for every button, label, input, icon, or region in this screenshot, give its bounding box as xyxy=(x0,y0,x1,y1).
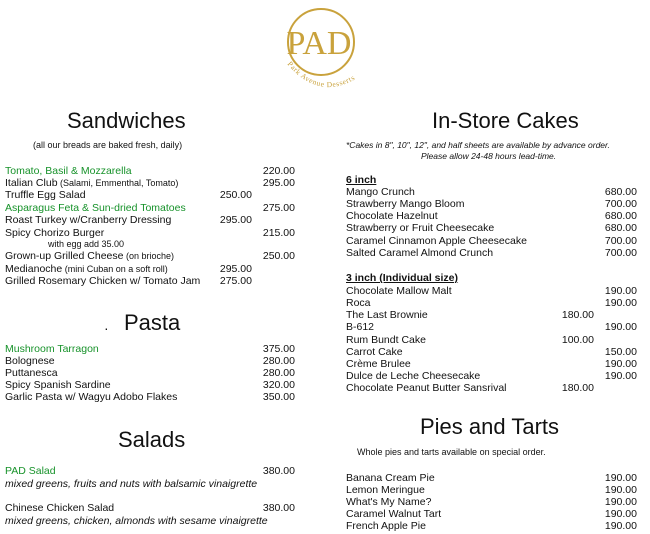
sandwich-name xyxy=(5,263,168,275)
cake-6in-price: 680.00 xyxy=(604,186,637,198)
cake-6in-price: 700.00 xyxy=(604,235,637,247)
sandwich-name-text: Truffle Egg Salad xyxy=(5,189,86,201)
pasta-name: Spicy Spanish Sardine xyxy=(5,379,111,391)
cake-3in-name: Roca xyxy=(346,297,371,309)
sandwich-price: 250.00 xyxy=(262,250,295,262)
pie-name: Banana Cream Pie xyxy=(346,472,435,484)
cake-3in-price: 190.00 xyxy=(604,358,637,370)
sandwich-price: 250.00 xyxy=(219,189,252,201)
sandwich-name-text: Medianoche xyxy=(5,263,63,275)
pasta-price: 280.00 xyxy=(262,355,295,367)
cake-6in-price: 700.00 xyxy=(604,247,637,259)
salad-description: mixed greens, fruits and nuts with balsamic vinaigrette xyxy=(5,478,258,490)
pie-name: Lemon Meringue xyxy=(346,484,425,496)
cake-3in-price: 190.00 xyxy=(604,370,637,382)
sandwich-name xyxy=(5,189,86,201)
sandwich-name xyxy=(5,250,174,262)
cake-3in-price: 100.00 xyxy=(561,334,594,346)
cake-3in-price: 180.00 xyxy=(561,309,594,321)
sandwich-price: 295.00 xyxy=(262,177,295,189)
salads-title: Salads xyxy=(118,427,186,452)
cake-6in-price: 680.00 xyxy=(604,210,637,222)
cake-3in-name: Chocolate Mallow Malt xyxy=(346,285,452,297)
sandwich-price: 295.00 xyxy=(219,214,252,226)
cakes-note-2: Please allow 24-48 hours lead-time. xyxy=(421,151,557,161)
pad-logo xyxy=(283,2,383,102)
cake-6in-name: Caramel Cinnamon Apple Cheesecake xyxy=(346,235,527,247)
salad-price: 380.00 xyxy=(262,502,295,514)
cake-6in-name: Chocolate Hazelnut xyxy=(346,210,438,222)
pasta-name: Garlic Pasta w/ Wagyu Adobo Flakes xyxy=(5,391,178,403)
sandwich-price: 295.00 xyxy=(219,263,252,275)
pie-name: What's My Name? xyxy=(346,496,432,508)
cakes-note-1: *Cakes in 8", 10", 12", and half sheets are available by advance order. xyxy=(346,140,610,150)
sandwich-name xyxy=(5,214,171,226)
pie-name: Caramel Walnut Tart xyxy=(346,508,442,520)
cake-3in-price: 190.00 xyxy=(604,321,637,333)
cake-6in-price: 680.00 xyxy=(604,222,637,234)
cake-6in-name: Strawberry or Fruit Cheesecake xyxy=(346,222,495,234)
sandwich-name-text: Grilled Rosemary Chicken w/ Tomato Jam xyxy=(5,275,201,287)
sandwich-name xyxy=(5,202,186,214)
sandwich-name-text: Grown-up Grilled Cheese xyxy=(5,250,124,262)
pasta-name: Bolognese xyxy=(5,355,55,367)
sandwich-sub-note: with egg add 35.00 xyxy=(48,239,125,249)
cake-6in-name: Mango Crunch xyxy=(346,186,415,198)
pie-name: French Apple Pie xyxy=(346,520,426,532)
salad-name: Chinese Chicken Salad xyxy=(5,502,115,514)
cake-3in-name: Dulce de Leche Cheesecake xyxy=(346,370,481,382)
sandwich-name xyxy=(5,227,104,239)
cake-3in-price: 190.00 xyxy=(604,297,637,309)
logo-text: Park Avenue Desserts xyxy=(285,59,357,90)
pasta-price: 320.00 xyxy=(262,379,295,391)
sandwich-detail: (mini Cuban on a soft roll) xyxy=(62,264,168,274)
pie-price: 190.00 xyxy=(604,472,637,484)
cake-6in-name: Strawberry Mango Bloom xyxy=(346,198,465,210)
salad-description: mixed greens, chicken, almonds with sesame vinaigrette xyxy=(5,515,268,527)
sandwich-name-text: Spicy Chorizo Burger xyxy=(5,227,105,239)
sandwiches-note: (all our breads are baked fresh, daily) xyxy=(33,140,183,150)
pasta-price: 280.00 xyxy=(262,367,295,379)
sandwich-name-text: Roast Turkey w/Cranberry Dressing xyxy=(5,214,172,226)
pasta-title: Pasta xyxy=(124,310,181,335)
salad-price: 380.00 xyxy=(262,465,295,477)
cake-3in-price: 190.00 xyxy=(604,285,637,297)
pasta-name: Mushroom Tarragon xyxy=(5,343,99,355)
three-inch-heading: 3 inch (Individual size) xyxy=(346,272,459,284)
cake-3in-name: B-612 xyxy=(346,321,375,333)
cake-3in-name: The Last Brownie xyxy=(346,309,428,321)
pies-title: Pies and Tarts xyxy=(420,414,560,439)
logo-mark: PAD xyxy=(286,25,352,62)
pie-price: 190.00 xyxy=(604,496,637,508)
sandwich-name-text: Italian Club xyxy=(5,177,58,189)
sandwiches-title: Sandwiches xyxy=(67,108,186,133)
cake-3in-price: 150.00 xyxy=(604,346,637,358)
bullet-dot: · xyxy=(104,320,109,336)
sandwich-price: 275.00 xyxy=(262,202,295,214)
sandwich-name xyxy=(5,165,132,177)
sandwich-detail: (Salami, Emmenthal, Tomato) xyxy=(57,178,179,188)
pasta-price: 375.00 xyxy=(262,343,295,355)
cake-6in-price: 700.00 xyxy=(604,198,637,210)
sandwich-price: 220.00 xyxy=(262,165,295,177)
cake-3in-name: Crème Brulee xyxy=(346,358,411,370)
sandwich-price: 275.00 xyxy=(219,275,252,287)
sandwich-name xyxy=(5,275,200,287)
pies-note: Whole pies and tarts available on special order. xyxy=(357,447,546,457)
sandwich-name-text: Asparagus Feta & Sun-dried Tomatoes xyxy=(5,202,186,214)
six-inch-heading: 6 inch xyxy=(346,174,377,186)
cake-6in-name: Salted Caramel Almond Crunch xyxy=(346,247,494,259)
salad-name: PAD Salad xyxy=(5,465,56,477)
sandwich-price: 215.00 xyxy=(262,227,295,239)
cake-3in-name: Chocolate Peanut Butter Sansrival xyxy=(346,382,507,394)
sandwich-name xyxy=(5,177,178,189)
cake-3in-name: Rum Bundt Cake xyxy=(346,334,426,346)
pie-price: 190.00 xyxy=(604,484,637,496)
cake-3in-price: 180.00 xyxy=(561,382,594,394)
sandwich-detail: (on brioche) xyxy=(123,251,174,261)
cake-3in-name: Carrot Cake xyxy=(346,346,403,358)
sandwich-name-text: Tomato, Basil & Mozzarella xyxy=(5,165,132,177)
pie-price: 190.00 xyxy=(604,508,637,520)
cakes-title: In-Store Cakes xyxy=(432,108,579,133)
pie-price: 190.00 xyxy=(604,520,637,532)
pasta-price: 350.00 xyxy=(262,391,295,403)
pasta-name: Puttanesca xyxy=(5,367,58,379)
